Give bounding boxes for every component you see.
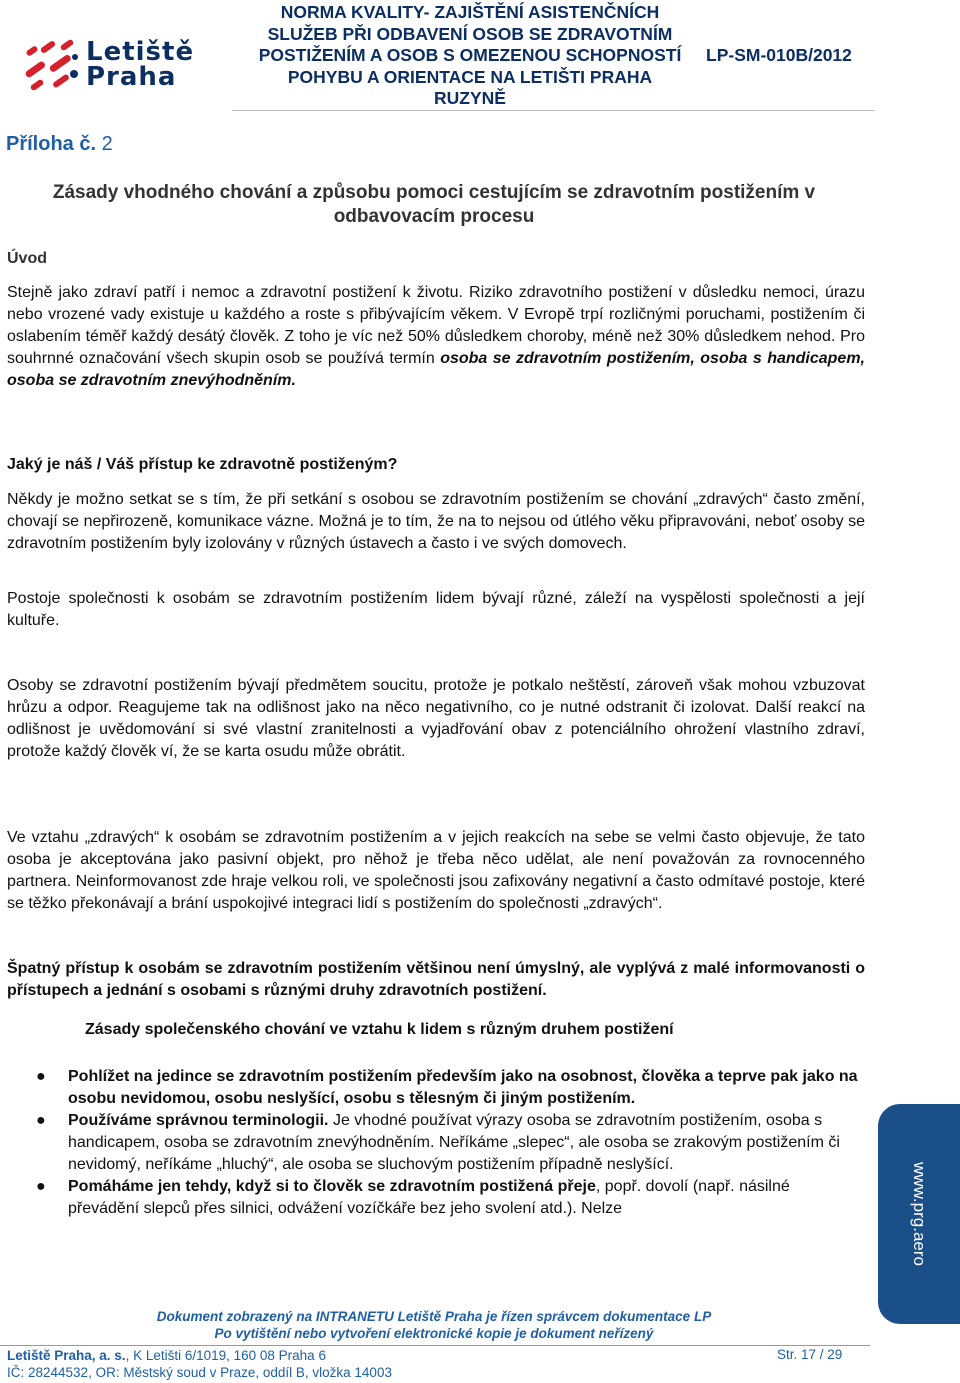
website-side-tab[interactable]: [878, 1104, 960, 1324]
footer-note-line-2: Po vytištění nebo vytvoření elektronické kopie je dokument neřízený: [214, 1326, 654, 1341]
intro-heading: Úvod: [7, 250, 47, 267]
list-item: [36, 1110, 864, 1176]
rule-1-bold: Pohlížet na jedince se zdravotním postižením především jako na osobnost, člověka a teprve pak jako na osobu nevidomou, osobu neslyšící, osobu s tělesným či jiným postižením.: [68, 1068, 858, 1107]
header-divider: [232, 110, 875, 111]
list-item: [36, 1066, 864, 1110]
rule-2-bold: Používáme správnou terminologii.: [68, 1112, 329, 1129]
paragraph-4: Osoby se zdravotní postižením bývají předmětem soucitu, protože je potkalo neštěstí, zároveň však mohou vzbuzovat hrůzu a odpor. Reagujeme tak na odlišnost jako na něco negativního, co je nutné odstranit či izolovat. Další reakcí na odlišnost je uvědomování si své vlastní zranitelnosti a vyjadřování obav z potenciálního ohrožení vlastního zdraví, protože každý člověk ví, že se karta osudu může obrátit.: [7, 677, 865, 760]
intro-paragraph: [7, 282, 865, 392]
rule-2-text: Je vhodné používat výrazy osoba se zdravotním postižením, osoba s handicapem, osoba se zdravotním znevýhodněním. Neříkáme „slepec“, ale osoba se zrakovým postižením či nevidomý, neříkáme „hluchý“, ale osoba se sluchovým postižením případně neslyšící.: [68, 1112, 840, 1173]
list-item: [36, 1176, 864, 1220]
footer-company-info: [7, 1347, 392, 1381]
page-header: [0, 0, 960, 112]
bullet-icon: ●: [36, 1178, 46, 1195]
paragraph-2: Někdy je možno setkat se s tím, že při setkání s osobou se zdravotním postižením se chování „zdravých“ často změní, chovají se nepřirozeně, komunikace vázne. Možná je to tím, že na to nejsou od útlého věku připravováni, neboť osoby se zdravotním postižením byly izolovány v různých ústavech a často i ve svých domovech.: [7, 491, 865, 552]
appendix-label: [6, 133, 113, 156]
rule-3-bold: Pomáháme jen tehdy, když si to člověk se zdravotním postižená přeje: [68, 1178, 596, 1195]
footer-note: [0, 1308, 868, 1342]
footer-address: , K Letišti 6/1019, 160 08 Praha 6: [125, 1348, 326, 1363]
website-link[interactable]: www.prg.aero: [910, 1162, 929, 1266]
document-title: NORMA KVALITY- ZAJIŠTĚNÍ ASISTENČNÍCH SLUŽEB PŘI ODBAVENÍ OSOB SE ZDRAVOTNÍM POSTIŽENÍM A OSOB S OMEZENOU SCHOPNOSTÍ POHYBU A ORIENTACE NA LETIŠTI PRAHA RUZYNĚ: [258, 2, 682, 108]
intro-emphasis: osoba se zdravotním postižením, osoba s handicapem, osoba se zdravotním znevýhodněním.: [7, 350, 866, 389]
document-code: LP-SM-010B/2012: [706, 45, 852, 65]
bullet-icon: ●: [36, 1112, 46, 1129]
paragraph-6: Špatný přístup k osobám se zdravotním postižením většinou není úmyslný, ale vyplývá z malé informovanosti o přístupech a jednání s osobami s různými druhy zdravotních postižení.: [7, 960, 865, 999]
paragraph-5: Ve vztahu „zdravých“ k osobám se zdravotním postižením a v jejich reakcích na sebe se velmi často objevuje, že tato osoba je akceptována jako pasivní objekt, pro něhož je třeba něco udělat, ale není považován za rovnocenného partnera. Neinformovanost zde hraje velkou roli, ve společnosti jsou zafixovány negativní a často odmítavé postoje, které se těžko překonávají a brání uspokojivé integraci lidí s postižením do společnosti „zdravých“.: [7, 829, 865, 912]
bullet-icon: ●: [36, 1068, 46, 1085]
appendix-text: Příloha č.: [6, 133, 97, 155]
intro-text: Stejně jako zdraví patří i nemoc a zdravotní postižení k životu. Riziko zdravotního postižení v důsledku nemoci, úrazu nebo vrozené vady existuje u každého a roste s přibývajícím věkem. V Evropě trpí rozličnými poruchami, postižením či oslabením téměř každý desátý člověk. Z toho je víc než 50% důsledkem choroby, méně než 30% důsledkem nehod. Pro souhrnné označování všech skupin osob se používá termín: [7, 284, 865, 367]
page-number: Str. 17 / 29: [777, 1347, 843, 1362]
rule-3-text: , popř. dovolí (např. násilné převádění slepců přes silnici, odvážení vozíčkáře bez jeho svolení atd.). Nelze: [68, 1178, 790, 1217]
appendix-number: 2: [101, 133, 113, 155]
section-title: Zásady vhodného chování a způsobu pomoci cestujícím se zdravotním postižením v odbavovacím procesu: [52, 182, 816, 227]
question-heading: Jaký je náš / Váš přístup ke zdravotně postiženým?: [7, 456, 398, 473]
logo-wordmark: [86, 37, 195, 92]
footer-company: Letiště Praha, a. s.: [7, 1348, 126, 1363]
rules-heading: Zásady společenského chování ve vztahu k lidem s různým druhem postižení: [85, 1021, 674, 1038]
logo-line-2: Praha: [86, 62, 177, 92]
footer-registration: IČ: 28244532, OR: Městský soud v Praze, oddíl B, vložka 14003: [7, 1365, 392, 1380]
logo-line-1: Letiště: [86, 37, 195, 67]
footer-note-line-1: Dokument zobrazený na INTRANETU Letiště Praha je řízen správcem dokumentace LP: [156, 1309, 712, 1324]
footer-divider: [0, 1345, 870, 1346]
paragraph-3: Postoje společnosti k osobám se zdravotním postižením lidem bývají různé, záleží na vyspělosti společnosti a její kultuře.: [7, 590, 865, 629]
rules-list: [36, 1066, 864, 1220]
